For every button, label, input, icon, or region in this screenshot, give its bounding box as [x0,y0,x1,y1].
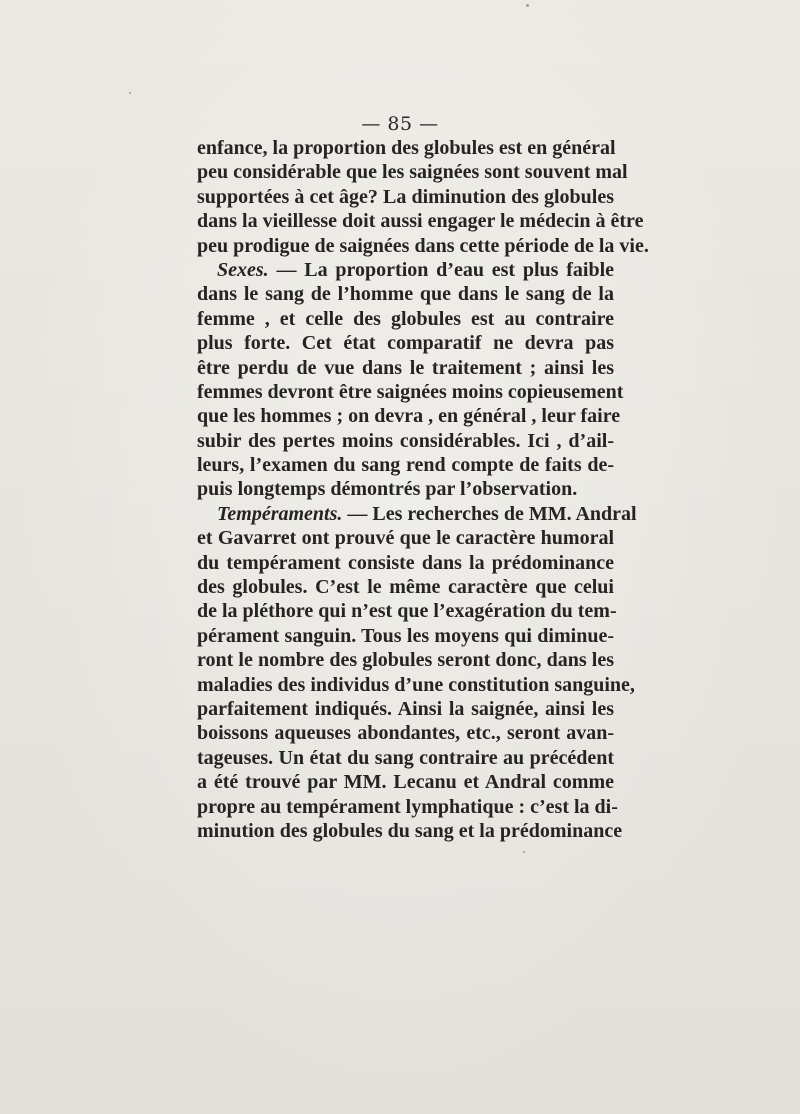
text-line: minution des globules du sang et la prédominance [197,819,623,842]
text-line: tageuses. Un état du sang contraire au précédent [197,746,614,769]
text-line: subir des pertes moins considérables. Ici , d’ail- [197,429,614,452]
text-line: de la pléthore qui n’est que l’exagération du tem- [197,600,617,623]
section-heading: Tempéraments. [217,502,343,525]
text-line: propre au tempérament lymphatique : c’est la di- [197,795,618,818]
text-line: et Gavarret ont prouvé que le caractère humoral [197,527,614,550]
paper-speck [526,4,529,7]
text-line: du tempérament consiste dans la prédominance [197,551,614,574]
text-line [197,502,637,526]
text-line: plus forte. Cet état comparatif ne devra pas [197,332,614,355]
text-line: puis longtemps démontrés par l’observation. [197,478,578,501]
text-line: peu considérable que les saignées sont souvent mal [197,161,628,184]
body-text [197,136,649,843]
text-line: supportées à cet âge? La diminution des globules [197,185,614,208]
text-line: ront le nombre des globules seront donc, dans les [197,649,614,672]
text-line: être perdu de vue dans le traitement ; ainsi les [197,356,614,379]
text-line [197,258,614,282]
paper-speck [523,851,525,853]
text-line: dans la vieillesse doit aussi engager le médecin à être [197,210,644,233]
paper-speck [129,92,131,94]
text-line: peu prodigue de saignées dans cette période de la vie. [197,234,649,257]
text-line: femme , et celle des globules est au contraire [197,307,614,330]
section-heading: Sexes. [217,258,269,281]
text-run: — Les recherches de MM. Andral [342,502,637,525]
text-line: boissons aqueuses abondantes, etc., seront avan- [197,722,614,745]
text-line: dans le sang de l’homme que dans le sang de la [197,283,614,306]
text-line: pérament sanguin. Tous les moyens qui diminue- [197,624,614,647]
text-line: femmes devront être saignées moins copieusement [197,380,624,403]
page-number: — 85 — [361,113,439,135]
text-line: maladies des individus d’une constitution sanguine, [197,673,635,696]
text-line: a été trouvé par MM. Lecanu et Andral comme [197,771,614,794]
text-line: parfaitement indiqués. Ainsi la saignée, ainsi les [197,697,614,720]
text-line: des globules. C’est le même caractère que celui [197,576,614,599]
text-line: enfance, la proportion des globules est en général [197,137,616,159]
text-line: que les hommes ; on devra , en général , leur faire [197,405,621,428]
text-run: — La proportion d’eau est plus faible [268,258,614,281]
text-line: leurs, l’examen du sang rend compte de faits de- [197,454,614,477]
